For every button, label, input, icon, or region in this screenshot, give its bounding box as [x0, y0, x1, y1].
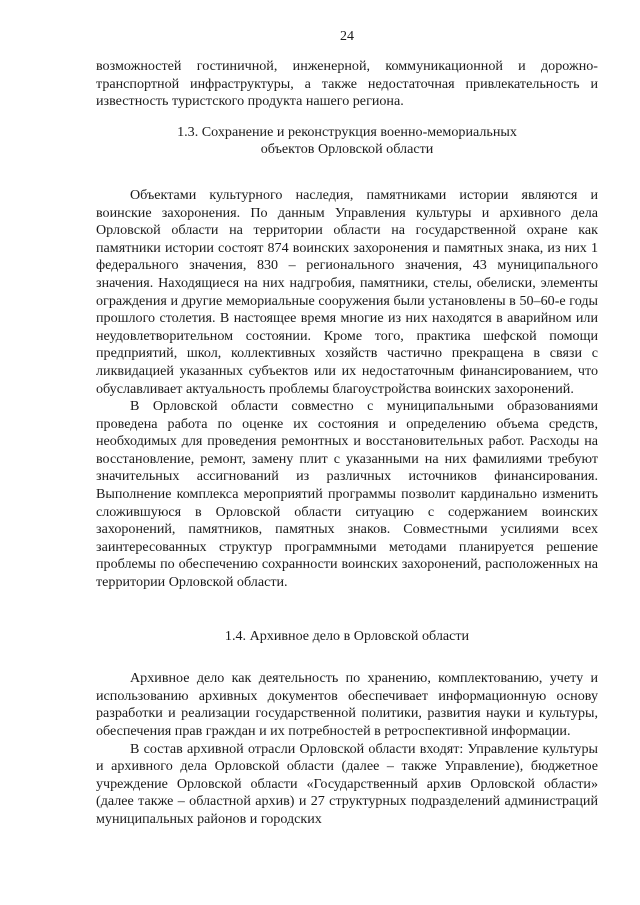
section-1-4-heading: 1.4. Архивное дело в Орловской области	[224, 627, 470, 644]
document-page	[96, 0, 598, 905]
continuation-paragraph: возможностей гостиничной, инженерной, коммуникационной и дорожно-транспортной инфраструктуры, а также недостаточная привлекательность и известность туристского продукта нашего региона.	[96, 58, 598, 110]
page-number: 24	[340, 29, 354, 44]
body-paragraph: Архивное дело как деятельность по хранению, комплектованию, учету и использованию архивных документов обеспечивает информационную основу разработки и реализации государственной политики, развития науки и культуры, обеспечения прав граждан и их потребностей в ретроспективной информации.	[96, 670, 598, 739]
section-1-3-heading	[96, 124, 598, 159]
spacer	[96, 159, 598, 187]
spacer	[96, 111, 598, 124]
page-content	[96, 58, 598, 829]
spacer	[96, 592, 598, 628]
body-paragraph: В Орловской области совместно с муниципальными образованиями проведена работа по оценке их состояния и определению объема средств, необходимых для проведения ремонтных и восстановительных работ. Расходы на восстановление, ремонт, замену плит с указанными на них фамилиями требуют значительных ассигнований из различных источников финансирования. Выполнение комплекса мероприятий программы позволит кардинально изменить сложившуюся в Орловской области ситуацию с содержанием воинских захоронений, памятников, памятных знаков. Совместными усилиями всех заинтересованных структур программными методами планируется решение проблемы по обеспечению сохранности воинских захоронений, расположенных на территории Орловской области.	[96, 398, 598, 591]
section-heading-line: 1.3. Сохранение и реконструкция военно-мемориальных	[177, 123, 517, 140]
section-heading-line: объектов Орловской области	[260, 141, 434, 158]
spacer	[96, 645, 598, 670]
body-paragraph: В состав архивной отрасли Орловской области входят: Управление культуры и архивного дела Орловской области (далее – также Управление), бюджетное учреждение Орловской области «Государственный архив Орловской области» (далее также – областной архив) и 27 структурных подразделений администраций муниципальных районов и городских	[96, 740, 598, 827]
body-paragraph: Объектами культурного наследия, памятниками истории являются и воинские захоронения. По данным Управления культуры и архивного дела Орловской области на территории области на государственной охране как памятники истории состоят 874 воинских захоронения и памятных знака, из них 1 федерального значения, 830 – регионального значения, 43 муниципального значения. Находящиеся на них надгробия, памятники, стелы, обелиски, элементы ограждения и другие мемориальные сооружения были установлены в 50–60-е годы прошлого столетия. В настоящее время многие из них находятся в аварийном или неудовлетворительном состоянии. Кроме того, практика шефской помощи предприятий, школ, коллективных хозяйств частично прекращена в связи с ликвидацией указанных субъектов или их недостаточным финансированием, что обуславливает актуальность проблемы благоустройства воинских захоронений.	[96, 186, 598, 397]
